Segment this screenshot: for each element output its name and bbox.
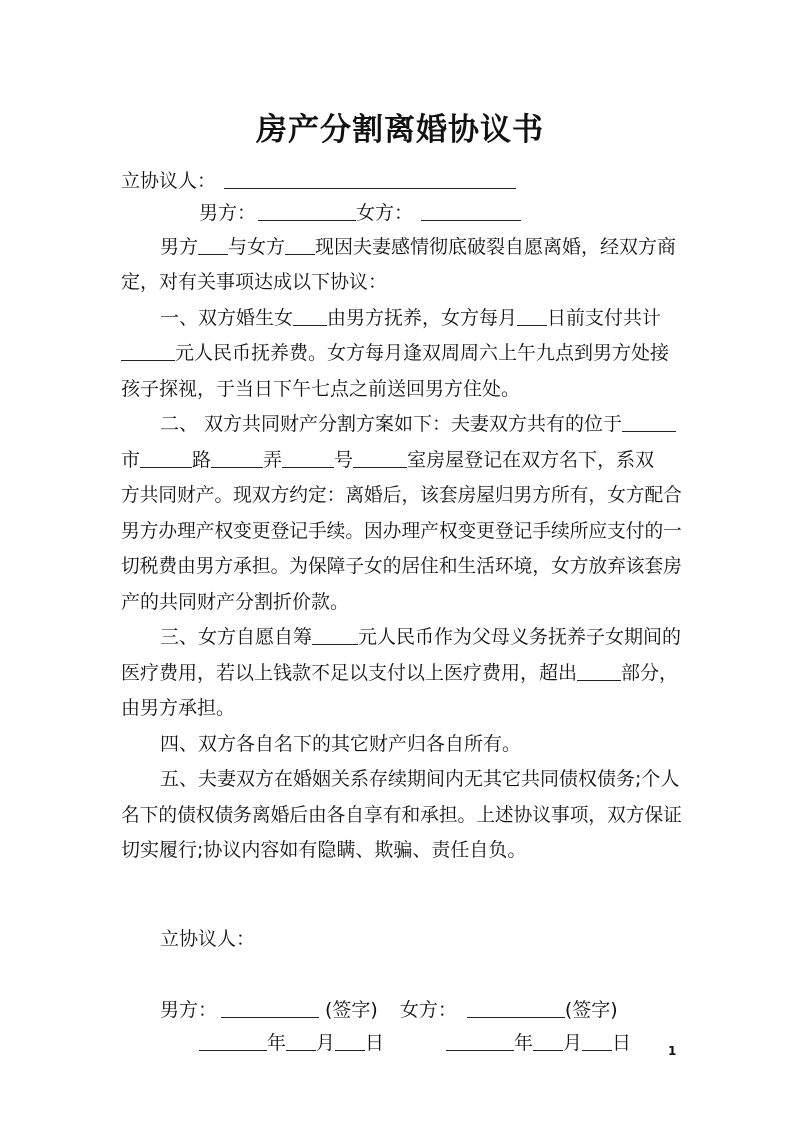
female-year-blank[interactable] (446, 1028, 514, 1051)
male-year-blank[interactable] (199, 1028, 267, 1051)
female-year-label: 年 (514, 1032, 534, 1054)
female-day-label: 日 (612, 1032, 632, 1054)
clause5-line-1: 五、夫妻双方在婚姻关系存续期间内无其它共同债权债务;个人 (160, 768, 680, 790)
signature-line (160, 992, 618, 1028)
intro-line-2: 定，对有关事项达成以下协议： (121, 271, 388, 293)
female-label: 女方： (356, 202, 414, 224)
clause1-line-1 (160, 300, 661, 336)
clause2-line-2 (121, 442, 654, 478)
clause2-city: 市 (121, 449, 141, 471)
clause2-location-blank[interactable] (622, 409, 676, 432)
clause1-text-b: 由男方抚养，女方每月 (327, 307, 518, 329)
clause1-line-3: 孩子探视，于当日下午七点之前送回男方住处。 (121, 378, 521, 400)
male-sign-label: (签字) (325, 999, 378, 1021)
female-date-line (446, 1025, 631, 1061)
intro-text-c: 现因夫妻感情彻底破裂自愿离婚，经双方商 (315, 236, 677, 258)
clause1-text-l2: 元人民币抚养费。女方每月逢双周周六上午九点到男方处接 (175, 342, 670, 364)
intro-female-blank[interactable] (285, 232, 315, 255)
clause2-number-blank[interactable] (353, 445, 407, 468)
clause1-child-blank[interactable] (293, 303, 327, 326)
signature-female-label: 女方： (399, 999, 457, 1021)
intro-text-b: 与女方 (228, 236, 286, 258)
clause2-text-l1: 二、 双方共同财产分割方案如下：夫妻双方共有的位于 (160, 413, 623, 435)
intro-text-a: 男方 (160, 236, 199, 258)
clause2-line-3: 方共同财产。现双方约定：离婚后，该套房屋归男方所有，女方配合 (121, 484, 682, 506)
clause2-road-blank[interactable] (211, 445, 263, 468)
clause5-line-3: 切实履行;协议内容如有隐瞒、欺骗、责任自负。 (121, 839, 527, 861)
clause1-day-blank[interactable] (517, 303, 547, 326)
parties-blank[interactable] (224, 166, 516, 189)
clause2-line-6: 产的共同财产分割折价款。 (121, 591, 350, 613)
clause3-amount-blank[interactable] (312, 622, 358, 645)
clause3-excess-blank[interactable] (577, 658, 621, 681)
clause2-road: 路 (192, 449, 212, 471)
female-day-blank[interactable] (582, 1028, 612, 1051)
male-day-label: 日 (365, 1032, 385, 1054)
clause1-amount-blank[interactable] (121, 338, 175, 361)
clause3-text-l2b: 部分， (621, 662, 679, 684)
clause4-line: 四、双方各自名下的其它财产归各自所有。 (160, 733, 522, 755)
clause1-text-c: 日前支付共计 (547, 307, 662, 329)
clause2-line-4: 男方办理产权变更登记手续。因办理产权变更登记手续所应支付的一 (121, 520, 682, 542)
female-month-label: 月 (563, 1032, 583, 1054)
document-title: 房产分割离婚协议书 (256, 112, 544, 148)
male-name-blank[interactable] (258, 198, 356, 221)
clause2-line-5: 切税费由男方承担。为保障子女的居住和生活环境，女方放弃该套房 (121, 555, 682, 577)
clause2-text-rest: 室房屋登记在双方名下，系双 (407, 449, 655, 471)
parties-label: 立协议人： (121, 170, 217, 192)
clause3-line-1 (160, 619, 681, 655)
intro-line-1 (160, 229, 676, 265)
female-sign-label: (签字) (564, 999, 618, 1021)
clause2-number: 号 (334, 449, 354, 471)
female-signature-blank[interactable] (467, 995, 565, 1018)
male-month-label: 月 (316, 1032, 336, 1054)
male-year-label: 年 (267, 1032, 287, 1054)
male-month-blank[interactable] (286, 1028, 316, 1051)
clause2-lane: 弄 (263, 449, 283, 471)
female-name-blank[interactable] (421, 198, 521, 221)
male-day-blank[interactable] (335, 1028, 365, 1051)
clause3-text-b: 元人民币作为父母义务抚养子女期间的 (358, 626, 682, 648)
clause1-text-a: 一、双方婚生女 (160, 307, 294, 329)
male-date-line (199, 1025, 384, 1061)
parties-line (121, 163, 516, 199)
clause5-line-2: 名下的债权债务离婚后由各自享有和承担。上述协议事项，双方保证 (121, 804, 682, 826)
clause3-line-2 (121, 655, 678, 691)
clause2-lane-blank[interactable] (282, 445, 334, 468)
clause1-line-2 (121, 335, 669, 371)
male-label: 男方： (199, 202, 257, 224)
clause3-text-l2a: 医疗费用，若以上钱款不足以支付以上医疗费用，超出 (121, 662, 578, 684)
intro-male-blank[interactable] (198, 232, 228, 255)
signature-parties-label: 立协议人： (160, 928, 256, 950)
clause3-text-a: 三、女方自愿自筹 (160, 626, 313, 648)
signature-male-label: 男方： (160, 999, 218, 1021)
page-number: 1 (668, 1044, 677, 1058)
male-signature-blank[interactable] (221, 995, 319, 1018)
clause2-city-blank[interactable] (140, 445, 192, 468)
party-names-line (199, 195, 521, 231)
female-month-blank[interactable] (533, 1028, 563, 1051)
clause2-line-1 (160, 406, 676, 442)
clause3-line-3: 由男方承担。 (121, 697, 236, 719)
